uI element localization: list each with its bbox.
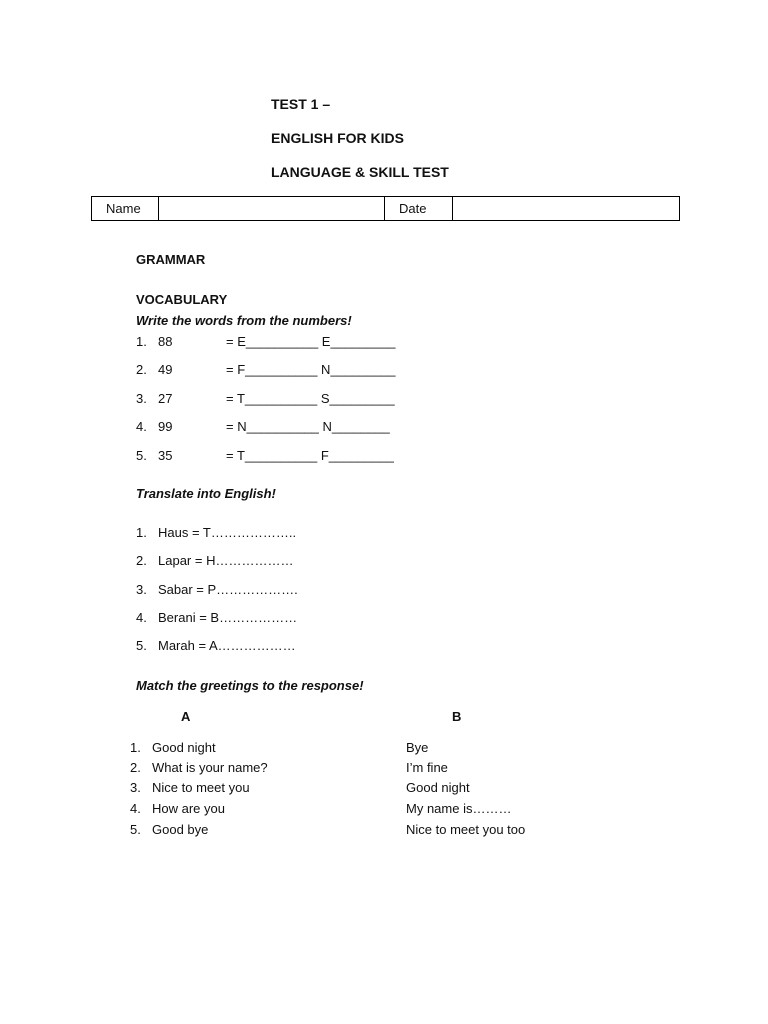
match-item-number: 1. [130,740,141,755]
translate-item-number: 2. [136,553,147,568]
match-response: Bye [406,740,429,755]
vocabulary-instruction: Write the words from the numbers! [136,313,352,328]
match-response: Nice to meet you too [406,822,526,837]
translate-item-text: Sabar = P………………. [158,582,298,597]
translate-item-number: 5. [136,638,147,653]
translate-item-number: 1. [136,525,147,540]
vocab-item-value: 35 [158,448,173,463]
vocab-item-value: 88 [158,334,173,349]
vocab-item-value: 99 [158,419,173,434]
vocab-item-answer: = F__________ N_________ [226,362,396,377]
match-instruction: Match the greetings to the response! [136,678,364,693]
match-greeting: Nice to meet you [152,780,250,795]
name-date-table [91,196,680,221]
vocab-item-answer: = T__________ S_________ [226,391,395,406]
match-response: I’m fine [406,760,448,775]
vocab-item-answer: = T__________ F_________ [226,448,394,463]
translate-item-number: 4. [136,610,147,625]
match-item-number: 5. [130,822,141,837]
match-item-number: 4. [130,801,141,816]
match-greeting: How are you [152,801,225,816]
subject-title: ENGLISH FOR KIDS [271,130,405,146]
match-item-number: 2. [130,760,141,775]
vocab-item-answer: = N__________ N________ [226,419,390,434]
vocab-item-number: 5. [136,448,147,463]
column-b-heading: B [452,709,462,724]
vocab-item-number: 1. [136,334,147,349]
grammar-heading: GRAMMAR [136,252,206,267]
vocab-item-number: 2. [136,362,147,377]
match-response: Good night [406,780,470,795]
vocab-item-value: 27 [158,391,173,406]
name-field[interactable] [159,197,385,221]
test-subtitle: LANGUAGE & SKILL TEST [271,164,449,180]
match-greeting: Good night [152,740,216,755]
date-label: Date [385,197,453,221]
translate-item-text: Lapar = H……………… [158,553,294,568]
translate-item-text: Marah = A……………… [158,638,296,653]
column-a-heading: A [181,709,191,724]
match-item-number: 3. [130,780,141,795]
match-greeting: Good bye [152,822,209,837]
vocab-item-value: 49 [158,362,173,377]
translate-item-text: Berani = B……………… [158,610,298,625]
match-response: My name is……… [406,801,512,816]
vocab-item-number: 3. [136,391,147,406]
translate-item-number: 3. [136,582,147,597]
translate-item-text: Haus = T……………….. [158,525,297,540]
vocabulary-heading: VOCABULARY [136,292,228,307]
test-title: TEST 1 – [271,96,331,112]
match-greeting: What is your name? [152,760,268,775]
vocab-item-answer: = E__________ E_________ [226,334,396,349]
vocab-item-number: 4. [136,419,147,434]
translate-instruction: Translate into English! [136,486,276,501]
name-label: Name [92,197,159,221]
date-field[interactable] [453,197,680,221]
